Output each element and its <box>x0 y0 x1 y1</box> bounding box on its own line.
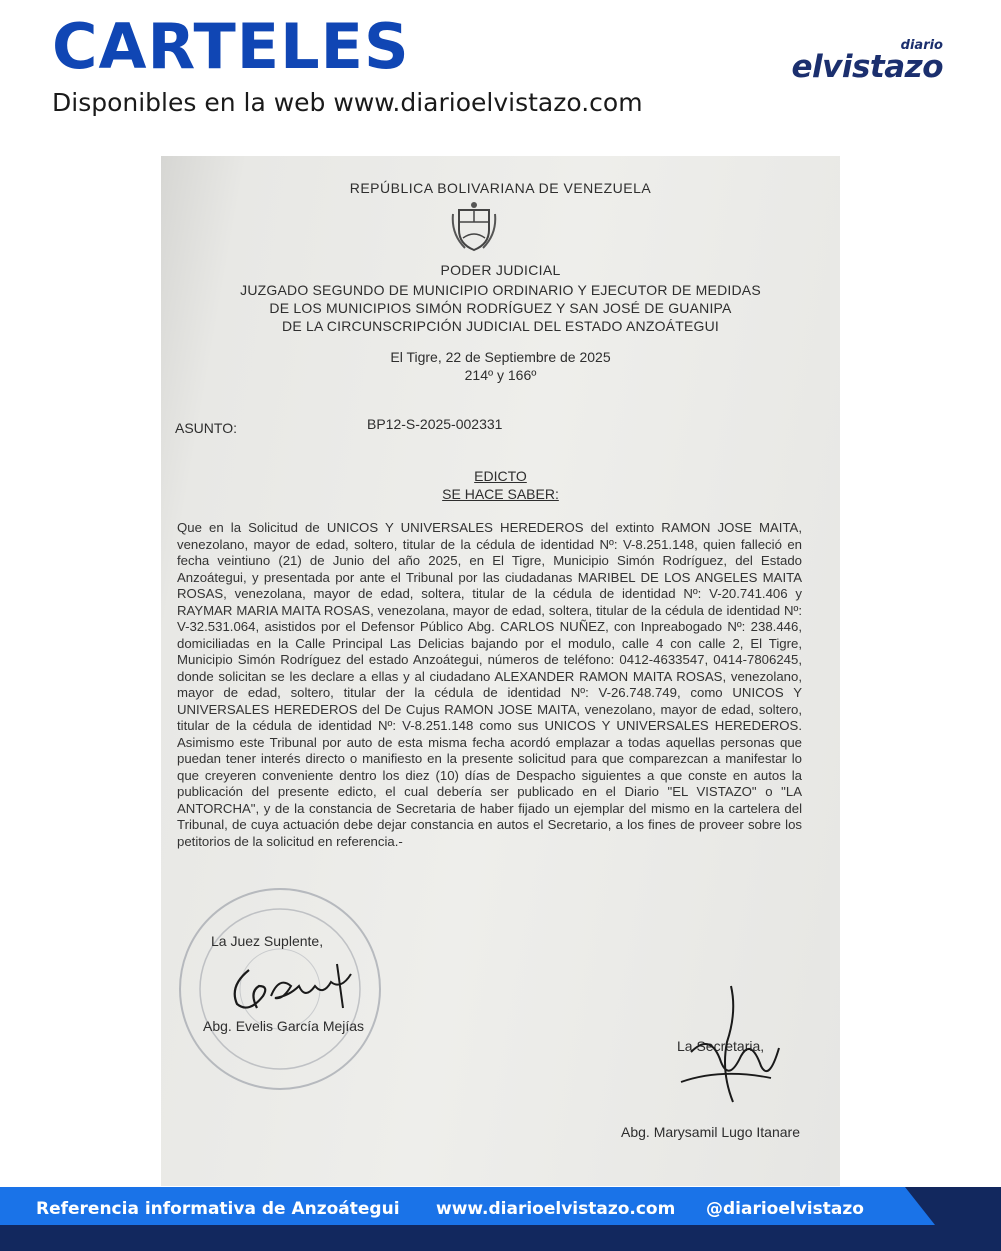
doc-fecha: El Tigre, 22 de Septiembre de 2025 <box>390 349 611 365</box>
doc-juzgado-line: DE LA CIRCUNSCRIPCIÓN JUDICIAL DEL ESTADO ANZOÁTEGUI <box>282 318 719 334</box>
footer-band-shape <box>0 1187 1001 1251</box>
doc-asunto-label: ASUNTO: <box>175 420 237 436</box>
footer-band <box>0 1187 1001 1251</box>
doc-anos: 214º y 166º <box>464 367 537 383</box>
coat-of-arms-icon <box>451 200 497 252</box>
doc-poder-judicial: PODER JUDICIAL <box>440 262 561 278</box>
doc-se-hace-saber: SE HACE SABER: <box>442 486 559 502</box>
logo-small-text: diario <box>900 38 943 53</box>
doc-juzgado-line: DE LOS MUNICIPIOS SIMÓN RODRÍGUEZ Y SAN JOSÉ DE GUANIPA <box>269 300 732 316</box>
doc-juzgado-line: JUZGADO SEGUNDO DE MUNICIPIO ORDINARIO Y EJECUTOR DE MEDIDAS <box>240 282 761 298</box>
doc-edicto-heading: EDICTO <box>474 468 527 484</box>
scanned-document <box>161 156 840 1186</box>
footer-website-link[interactable]: www.diarioelvistazo.com <box>436 1199 676 1219</box>
doc-juzgado <box>161 281 840 335</box>
secretary-signature <box>671 982 791 1112</box>
doc-juez-label: La Juez Suplente, <box>211 933 324 949</box>
footer-tagline: Referencia informativa de Anzoátegui <box>36 1199 400 1219</box>
doc-date-block <box>161 348 840 384</box>
page-subtitle: Disponibles en la web www.diarioelvistazo.com <box>52 88 643 117</box>
doc-republica: REPÚBLICA BOLIVARIANA DE VENEZUELA <box>349 180 652 196</box>
footer-social-handle[interactable]: @diarioelvistazo <box>706 1199 864 1219</box>
page-title: CARTELES <box>52 10 410 83</box>
judge-signature <box>219 956 369 1020</box>
doc-secretaria-name: Abg. Marysamil Lugo Itanare <box>621 1124 800 1140</box>
logo-main-text: elvistazo <box>791 49 943 85</box>
doc-asunto-value: BP12-S-2025-002331 <box>367 416 503 432</box>
doc-secretaria-label: La Secretaria, <box>677 1038 765 1054</box>
brand-logo[interactable] <box>768 38 943 86</box>
doc-juez-name: Abg. Evelis García Mejías <box>203 1018 365 1034</box>
doc-body-text: Que en la Solicitud de UNICOS Y UNIVERSALES HEREDEROS del extinto RAMON JOSE MAITA, venezolano, mayor de edad, soltero, titular de la cédula de identidad Nº: V-8.251.148, quien falleció en fecha veintiuno (21) de Junio del año 2025, en El Tigre, Municipio Simón Rodríguez, del Estado Anzoátegui, y presentada por ante el Tribunal por las ciudadanas MARIBEL DE LOS ANGELES MAITA ROSAS, venezolana, mayor de edad, soltera, titular de la cédula de identidad Nº: V-20.741.406 y RAYMAR MARIA MAITA ROSAS, venezolana, mayor de edad, soltera, titular de la cédula de identidad Nº: V-32.531.064, asistidos por el Defensor Público Abg. CARLOS NUÑEZ, con Inpreabogado Nº: 238.446, domiciliadas en la Calle Principal Las Delicias bajando por el modulo, calle 4 con calle 2, El Tigre, Municipio Simón Rodríguez del estado Anzoátegui, números de teléfono: 0412-4633547, 0414-7806245, donde solicitan se les declare a ellas y al ciudadano ALEXANDER RAMON MAITA ROSAS, venezolano, mayor de edad, soltero, titular der la cédula de identidad Nº: V-26.748.749, como UNICOS Y UNIVERSALES HEREDEROS del De Cujus RAMON JOSE MAITA, venezolano, mayor de edad, soltero, titular de la cédula de identidad Nº: V-8.251.148 como sus UNICOS Y UNIVERSALES HEREDEROS. Asimismo este Tribunal por auto de esta misma fecha acordó emplazar a todas aquellas personas que puedan tener interés directo o manifiesto en la presente solicitud para que comparezcan a manifestar lo que creyeren conveniente dentro los diez (10) días de Despacho siguientes a que conste en autos la publicación del presente edicto, el cual debería ser publicado en el Diario "EL VISTAZO" o "LA ANTORCHA", y de la constancia de Secretaria de haber fijado un ejemplar del mismo en la cartelera del Tribunal, de cuya actuación debe dejar constancia en autos el Secretario, a los fines de proveer sobre los petitorios de la solicitud en referencia.- <box>177 520 802 849</box>
